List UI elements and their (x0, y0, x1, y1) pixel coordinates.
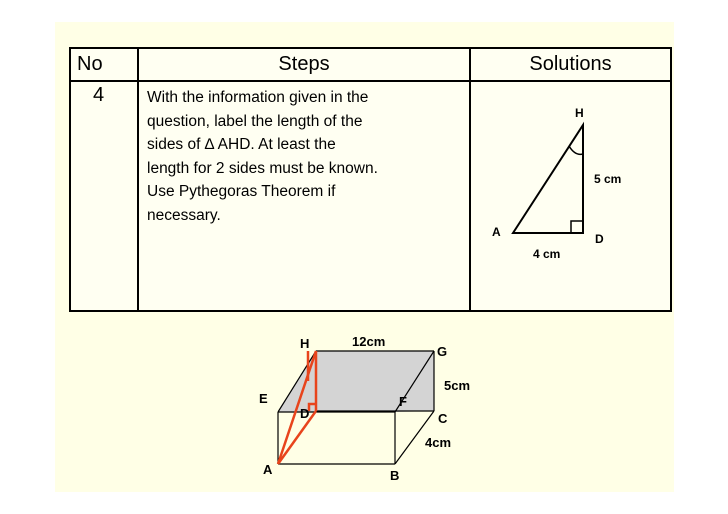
vertex-label-a: A (492, 225, 501, 239)
side-label-hd: 5 cm (594, 172, 622, 186)
step-line: Use Pythegoras Theorem if (147, 183, 336, 200)
vertex-label-d: D (595, 232, 604, 246)
cuboid-label-f: F (399, 394, 407, 409)
cuboid-label-height: 5cm (444, 378, 471, 393)
cuboid-label-b: B (390, 468, 400, 483)
vertex-label-h: H (575, 106, 584, 120)
step-line: With the information given in the (147, 89, 369, 106)
cuboid-label-e: E (259, 391, 268, 406)
shaded-face-right (316, 351, 434, 411)
cuboid-label-c: C (438, 411, 448, 426)
cuboid-label-width: 4cm (425, 435, 452, 450)
header-solutions: Solutions (470, 48, 671, 81)
step-line: length for 2 sides must be known. (147, 159, 378, 177)
cuboid-label-g: G (437, 344, 448, 359)
cuboid-label-a: A (263, 462, 273, 477)
step-line: question, label the length of the (147, 112, 363, 130)
cuboid-label-length: 12cm (352, 334, 386, 349)
header-no: No (70, 48, 138, 81)
step-number: 4 (70, 81, 138, 311)
header-steps: Steps (138, 48, 470, 81)
step-line: sides of ∆ AHD. At least the (147, 136, 336, 153)
cuboid-label-d: D (300, 406, 310, 421)
step-line: necessary. (147, 206, 221, 224)
cuboid-label-h: H (300, 336, 310, 351)
side-label-ad: 4 cm (533, 247, 561, 261)
